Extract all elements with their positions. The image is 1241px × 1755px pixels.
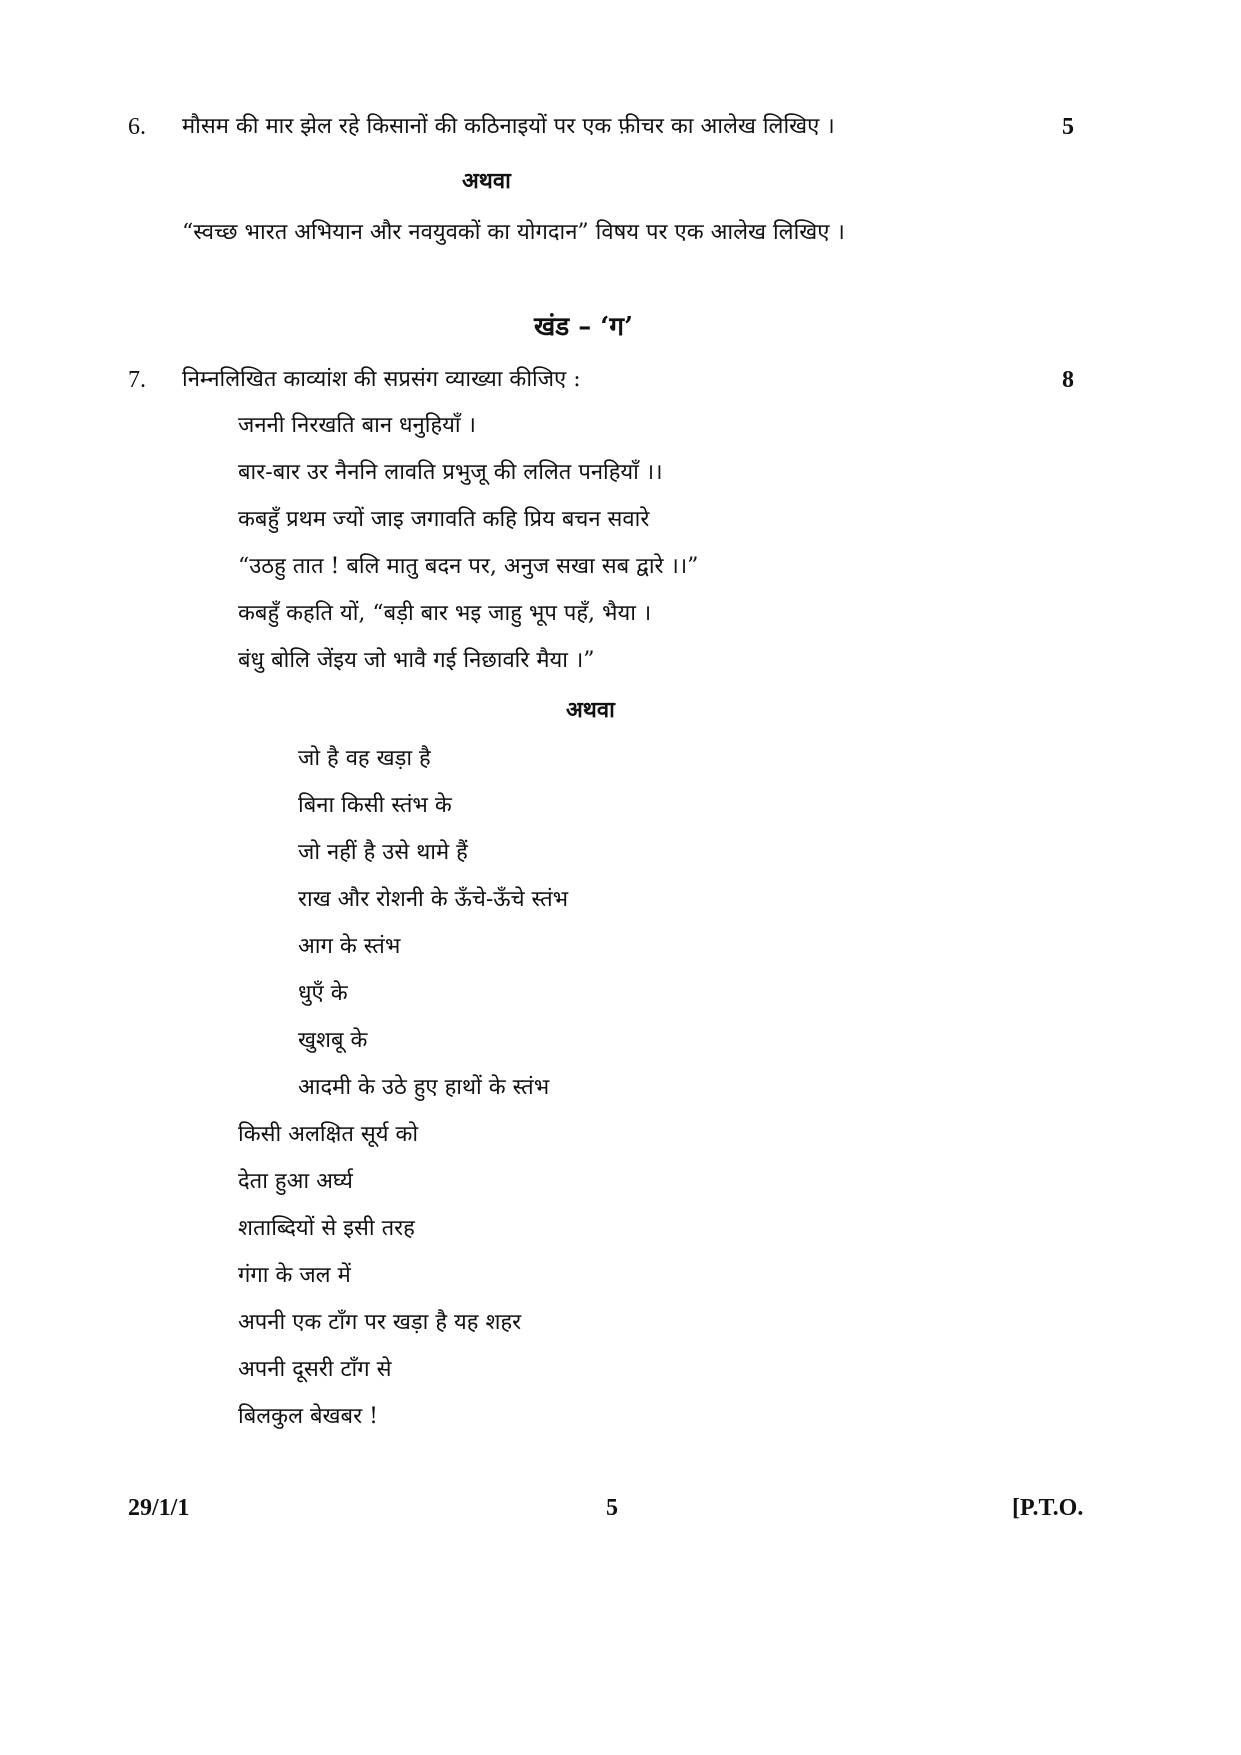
question-6-marks: 5 [1062, 114, 1074, 140]
question-7-marks: 8 [1062, 367, 1074, 393]
poem2-line: बिना किसी स्तंभ के [298, 793, 452, 818]
poem2-line: आदमी के उठे हुए हाथों के स्तंभ [298, 1075, 550, 1100]
poem1-line: बंधु बोलि जेंइय जो भावै गई निछावरि मैया ।” [238, 648, 595, 673]
poem2-line: राख और रोशनी के ऊँचे-ऊँचे स्तंभ [298, 887, 569, 912]
poem2-line: देता हुआ अर्घ्य [238, 1169, 353, 1194]
question-7-number: 7. [128, 367, 146, 393]
poem1-line: कबहुँ प्रथम ज्यों जाइ जगावति कहि प्रिय बचन सवारे [238, 507, 650, 532]
poem2-line: शताब्दियों से इसी तरह [238, 1216, 415, 1241]
poem2-line: धुएँ के [298, 981, 348, 1006]
poem1-line: बार-बार उर नैननि लावति प्रभुजू की ललित पनहियाँ ।। [238, 460, 663, 485]
footer-pto: [P.T.O. [1012, 1495, 1084, 1521]
poem2-line: गंगा के जल में [238, 1263, 351, 1288]
poem2-line: जो है वह खड़ा है [298, 746, 431, 771]
question-7-or-label: अथवा [566, 697, 615, 723]
footer-page-number: 5 [606, 1495, 618, 1521]
question-6-text: मौसम की मार झेल रहे किसानों की कठिनाइयों पर एक फ़ीचर का आलेख लिखिए । [182, 114, 835, 139]
poem2-line: अपनी एक टाँग पर खड़ा है यह शहर [238, 1310, 522, 1335]
question-6-alternative-text: “स्वच्छ भारत अभियान और नवयुवकों का योगदान” विषय पर एक आलेख लिखिए । [182, 220, 845, 245]
poem2-line: अपनी दूसरी टाँग से [238, 1357, 392, 1382]
poem2-line: आग के स्तंभ [298, 934, 401, 959]
poem2-line: बिलकुल बेखबर ! [238, 1404, 378, 1429]
question-6-or-label: अथवा [462, 168, 511, 194]
poem1-line: कबहुँ कहति यों, “बड़ी बार भइ जाहु भूप पहँ, भैया । [238, 601, 652, 626]
poem2-line: किसी अलक्षित सूर्य को [238, 1122, 419, 1147]
poem2-line: खुशबू के [298, 1028, 368, 1053]
question-7-text: निम्नलिखित काव्यांश की सप्रसंग व्याख्या कीजिए : [182, 367, 581, 392]
poem1-line: जननी निरखति बान धनुहियाँ । [238, 413, 476, 438]
poem2-line: जो नहीं है उसे थामे हैं [298, 840, 468, 865]
question-6-number: 6. [128, 114, 146, 140]
poem1-line: “उठहु तात ! बलि मातु बदन पर, अनुज सखा सब द्वारे ।।” [238, 554, 699, 579]
section-heading: खंड – ‘ग’ [534, 312, 634, 342]
footer-paper-code: 29/1/1 [128, 1495, 190, 1521]
